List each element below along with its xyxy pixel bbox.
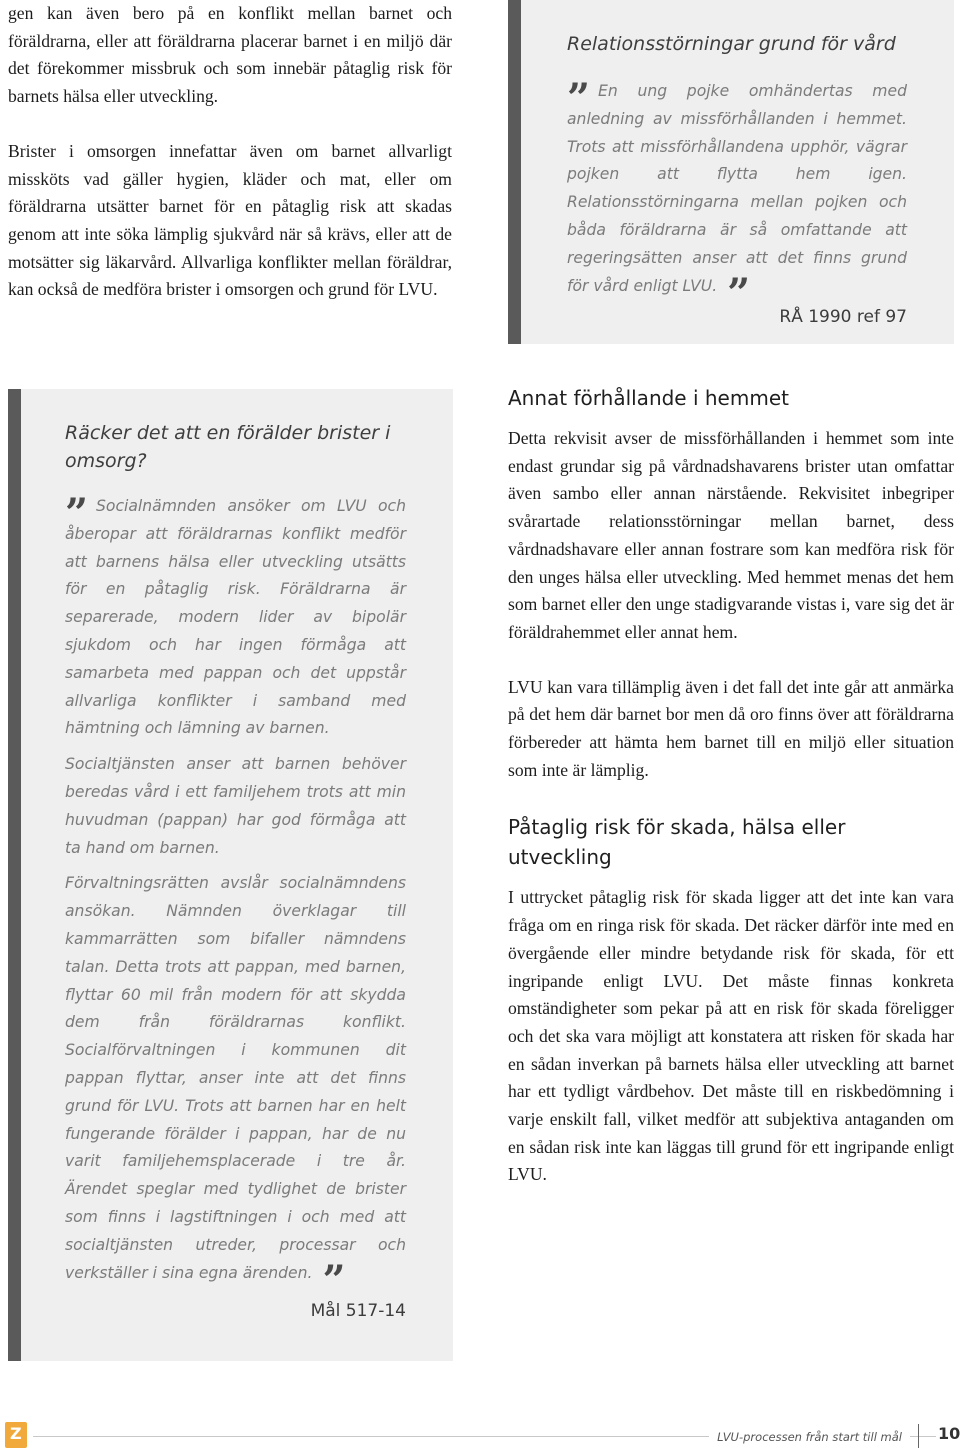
case-reference: Mål 517-14 [310, 1301, 406, 1322]
body-text: Allvarliga konflikter mellan föräldrar, kan också de medföra brister i omsorgen och grund för LVU. [8, 251, 453, 300]
publisher-logo-icon [5, 1422, 27, 1448]
footer-separator [918, 1424, 919, 1448]
case-paragraph-text: Socialnämnden ansöker om LVU och åberopar att föräldrarnas konflikt medför att barnens hälsa eller utveckling utsätts för en påtaglig risk. Föräldrarna är separerade, modern lider av bipolär sjukdom och har ingen förmåga att samarbeta med pappan och det uppstår allvarliga konflikter i samband med hämtning och lämning av barnen. [65, 497, 406, 738]
close-quote-icon: ” [727, 269, 747, 317]
body-paragraph: gen kan även bero på en konflikt mellan barnet och föräldrarna, eller att föräldrarna placerar barnet i en miljö där det förekommer missbruk och som innebär påtaglig risk för barnets hälsa eller utveckling. [8, 3, 452, 107]
case-quote-text: En ung pojke omhändertas med anledning av missförhållanden i hemmet. Trots att missförhållandena upphör, vägrar pojken att flytta hem igen. Relationsstörningarna mellan pojken och båda föräldrarna är så omfattande att regeringsätten anser att det finns grund för vård enligt LVU. [567, 82, 907, 295]
body-paragraph: LVU kan vara tillämplig även i det fall det inte går att anmärka på det hem där barnet bor men då oro finns över att föräldrarna förbereder att hämta hem barnet till en miljö eller situation som inte är lämplig. [508, 676, 954, 780]
case-box-paragraph: Socialtjänsten anser att barnen behöver beredas vård i ett familjehem trots att min huvudman (pappan) har god förmåga att ta hand om barnen. [65, 755, 406, 857]
case-box-paragraph [65, 490, 406, 743]
body-paragraph: I uttrycket påtaglig risk för skada ligger att det inte kan vara fråga om en ringa risk för skada. Det räcker därför inte med en övergående eller mindre betydande risk för skada, för ett ingripande enligt LVU. Det måste finnas konkreta omständigheter som pekar på att en risk för skada föreligger och det ska vara möjligt att konstatera att risken för skada har en sådan inverkan på barnets hälsa eller utveckling att barnet har ett tydligt vårdbehov. Det måste till en riskbedömning i varje enskilt fall, vilket medför att subjektiva antaganden om en sådan risk inte kan läggas till grund för ett ingripande enligt LVU. [508, 887, 954, 1185]
case-paragraph-text: Förvaltningsrätten avslår socialnämndens ansökan. Nämnden överklagar till kammarrätten som bifaller nämndens talan. Detta trots att pappan, med barnen, flyttar 60 mil från modern för att skydda dem från föräldrarnas konflikt. Socialförvaltningen i kommunen dit pappan flyttar, anser inte att det finns grund för LVU. Trots att barnen har en helt fungerande förälder i pappan, har de nu varit familjehemsplacerade i tre år. Ärendet speglar med tydlighet de brister som finns i lagstiftningen i och med att socialtjänsten utreder, processar och verkställer i sina egna ärenden. [65, 874, 406, 1282]
case-box-title: Relationsstörningar grund för vård [567, 33, 896, 55]
open-quote-icon: ” [65, 490, 85, 537]
case-box-bar [508, 0, 521, 344]
open-quote-icon: ” [567, 75, 587, 122]
body-paragraph [8, 138, 452, 304]
logo-letter: Z [10, 1424, 22, 1443]
case-box-title: Räcker det att en förälder brister i omsorg? [65, 422, 391, 472]
case-box-relationsstorningar [508, 0, 954, 344]
right-column [508, 383, 954, 1207]
section-heading: Påtaglig risk för skada, hälsa eller utveckling [508, 815, 846, 870]
footer-document-title: LVU-processen från start till mål [709, 1430, 910, 1444]
page-footer [0, 1418, 960, 1450]
section-heading: Annat förhållande i hemmet [508, 386, 789, 410]
case-reference: RÅ 1990 ref 97 [779, 307, 907, 328]
close-quote-icon: ” [322, 1256, 342, 1304]
page-number: 10 [936, 1424, 960, 1443]
body-paragraph: Detta rekvisit avser de missförhållanden i hemmet som inte endast grundar sig på vårdnadshavarens brister utan omfattar även sambo eller annan närstående. Rekvisitet inbegriper svårartade relationsstörningar mellan barnet, dess vårdnadshavare eller annan fostrare som kan medföra risk för den unges hälsa eller utveckling. Med hemmet menas det hem som barnet eller den unge stadigvarande vistas i, vare sig det är föräldrahemmet eller annat hem. [508, 428, 954, 642]
case-box-quote [567, 75, 907, 317]
case-box-bar [8, 389, 21, 1361]
case-box-forelder-brister [8, 389, 453, 1361]
body-text: Brister i omsorgen innefattar även om barnet allvarligt missköts vad gäller hygien, kläder och mat, eller om föräldrarna utsätter barnet för en påtaglig risk att skadas genom att inte söka lämplig sjukvård när så krävs, eller att de motsätter sig läkarvård. [8, 140, 452, 272]
case-box-paragraph [65, 870, 406, 1304]
top-left-column [8, 0, 452, 304]
